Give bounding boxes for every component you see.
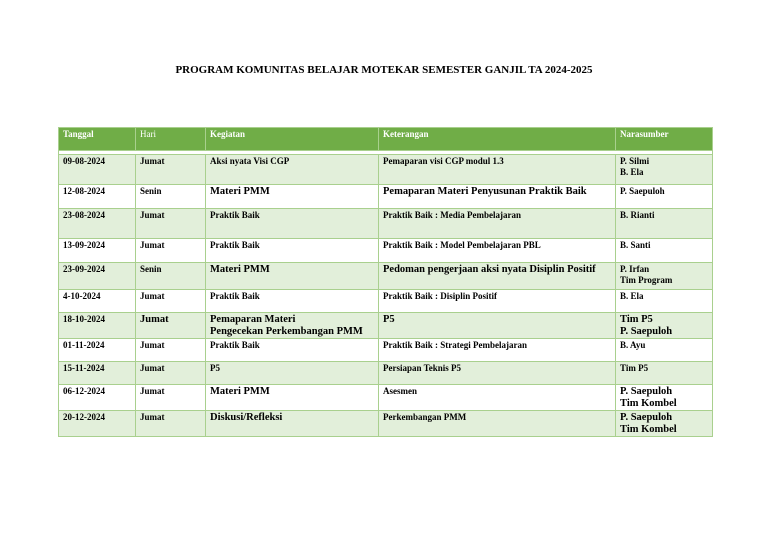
column-header-hari: Hari bbox=[136, 128, 206, 151]
cell-narasumber-line: B. Ela bbox=[620, 291, 644, 301]
cell-keterangan: Asesmen bbox=[379, 385, 616, 411]
cell-narasumber bbox=[616, 185, 713, 209]
cell-kegiatan bbox=[206, 290, 379, 313]
cell-narasumber-line: B. Santi bbox=[620, 240, 651, 250]
cell-kegiatan-line: P5 bbox=[210, 363, 220, 373]
cell-hari: Jumat bbox=[136, 411, 206, 437]
cell-narasumber-line: P. Saepuloh bbox=[620, 386, 673, 397]
cell-kegiatan bbox=[206, 385, 379, 411]
cell-narasumber bbox=[616, 263, 713, 290]
cell-tanggal: 20-12-2024 bbox=[59, 411, 136, 437]
cell-kegiatan-line: Materi PMM bbox=[210, 186, 270, 197]
cell-hari: Jumat bbox=[136, 155, 206, 185]
cell-keterangan: Pedoman pengerjaan aksi nyata Disiplin Positif bbox=[379, 263, 616, 290]
cell-hari: Jumat bbox=[136, 209, 206, 239]
cell-narasumber-line: Tim Kombel bbox=[620, 398, 677, 409]
cell-tanggal: 12-08-2024 bbox=[59, 185, 136, 209]
cell-tanggal: 09-08-2024 bbox=[59, 155, 136, 185]
cell-tanggal: 23-08-2024 bbox=[59, 209, 136, 239]
cell-hari: Senin bbox=[136, 185, 206, 209]
schedule-table bbox=[58, 127, 713, 437]
header-row bbox=[59, 128, 713, 151]
table-row bbox=[59, 185, 713, 209]
cell-narasumber bbox=[616, 239, 713, 263]
cell-narasumber-line: P. Silmi bbox=[620, 156, 650, 166]
table-row bbox=[59, 362, 713, 385]
cell-keterangan: P5 bbox=[379, 313, 616, 339]
column-header-kegiatan: Kegiatan bbox=[206, 128, 379, 151]
cell-kegiatan-line: Praktik Baik bbox=[210, 210, 260, 220]
cell-narasumber-line: P. Saepuloh bbox=[620, 186, 665, 196]
cell-kegiatan-line: Praktik Baik bbox=[210, 291, 260, 301]
cell-kegiatan bbox=[206, 185, 379, 209]
cell-narasumber-line: Tim P5 bbox=[620, 363, 649, 373]
cell-narasumber-line: P. Saepuloh bbox=[620, 326, 673, 337]
cell-narasumber bbox=[616, 411, 713, 437]
cell-narasumber-line: B. Ela bbox=[620, 167, 644, 177]
cell-kegiatan-line: Praktik Baik bbox=[210, 340, 260, 350]
table-row bbox=[59, 239, 713, 263]
cell-kegiatan-line: Pengecekan Perkembangan PMM bbox=[210, 326, 363, 337]
cell-narasumber bbox=[616, 209, 713, 239]
table-row bbox=[59, 411, 713, 437]
cell-kegiatan bbox=[206, 362, 379, 385]
cell-kegiatan-line: Pemaparan Materi bbox=[210, 314, 296, 325]
cell-keterangan: Perkembangan PMM bbox=[379, 411, 616, 437]
cell-keterangan: Praktik Baik : Media Pembelajaran bbox=[379, 209, 616, 239]
cell-narasumber bbox=[616, 362, 713, 385]
cell-narasumber bbox=[616, 155, 713, 185]
table-row bbox=[59, 339, 713, 362]
cell-tanggal: 06-12-2024 bbox=[59, 385, 136, 411]
cell-kegiatan-line: Diskusi/Refleksi bbox=[210, 412, 283, 423]
cell-kegiatan-line: Materi PMM bbox=[210, 264, 270, 275]
cell-narasumber bbox=[616, 290, 713, 313]
table-row bbox=[59, 263, 713, 290]
cell-tanggal: 13-09-2024 bbox=[59, 239, 136, 263]
cell-hari: Jumat bbox=[136, 313, 206, 339]
cell-kegiatan bbox=[206, 209, 379, 239]
cell-kegiatan bbox=[206, 239, 379, 263]
cell-kegiatan-line: Materi PMM bbox=[210, 386, 270, 397]
cell-hari: Jumat bbox=[136, 239, 206, 263]
page-title: PROGRAM KOMUNITAS BELAJAR MOTEKAR SEMESTER GANJIL TA 2024-2025 bbox=[175, 64, 593, 76]
column-header-narasumber: Narasumber bbox=[616, 128, 713, 151]
cell-tanggal: 18-10-2024 bbox=[59, 313, 136, 339]
table-row bbox=[59, 209, 713, 239]
schedule-body bbox=[59, 151, 713, 437]
cell-kegiatan-line: Aksi nyata Visi CGP bbox=[210, 156, 290, 166]
table-row bbox=[59, 290, 713, 313]
cell-kegiatan bbox=[206, 339, 379, 362]
cell-narasumber-line: P. Saepuloh bbox=[620, 412, 673, 423]
cell-kegiatan bbox=[206, 263, 379, 290]
cell-narasumber bbox=[616, 339, 713, 362]
cell-keterangan: Persiapan Teknis P5 bbox=[379, 362, 616, 385]
cell-hari: Jumat bbox=[136, 339, 206, 362]
cell-tanggal: 15-11-2024 bbox=[59, 362, 136, 385]
column-header-keterangan: Keterangan bbox=[379, 128, 616, 151]
cell-narasumber-line: P. Irfan bbox=[620, 264, 650, 274]
cell-hari: Jumat bbox=[136, 362, 206, 385]
cell-tanggal: 23-09-2024 bbox=[59, 263, 136, 290]
cell-keterangan: Praktik Baik : Model Pembelajaran PBL bbox=[379, 239, 616, 263]
table-row bbox=[59, 313, 713, 339]
cell-kegiatan bbox=[206, 411, 379, 437]
cell-hari: Jumat bbox=[136, 385, 206, 411]
cell-keterangan: Praktik Baik : Strategi Pembelajaran bbox=[379, 339, 616, 362]
cell-narasumber-line: Tim Kombel bbox=[620, 424, 677, 435]
table-row bbox=[59, 155, 713, 185]
cell-kegiatan bbox=[206, 155, 379, 185]
cell-narasumber-line: B. Rianti bbox=[620, 210, 655, 220]
cell-hari: Jumat bbox=[136, 290, 206, 313]
cell-keterangan: Pemaparan visi CGP modul 1.3 bbox=[379, 155, 616, 185]
cell-narasumber-line: B. Ayu bbox=[620, 340, 646, 350]
cell-narasumber bbox=[616, 313, 713, 339]
column-header-tanggal: Tanggal bbox=[59, 128, 136, 151]
cell-narasumber-line: Tim P5 bbox=[620, 314, 653, 325]
cell-keterangan: Pemaparan Materi Penyusunan Praktik Baik bbox=[379, 185, 616, 209]
cell-narasumber bbox=[616, 385, 713, 411]
cell-kegiatan-line: Praktik Baik bbox=[210, 240, 260, 250]
cell-tanggal: 01-11-2024 bbox=[59, 339, 136, 362]
cell-narasumber-line: Tim Program bbox=[620, 275, 673, 285]
cell-tanggal: 4-10-2024 bbox=[59, 290, 136, 313]
cell-hari: Senin bbox=[136, 263, 206, 290]
table-row bbox=[59, 385, 713, 411]
cell-kegiatan bbox=[206, 313, 379, 339]
cell-keterangan: Praktik Baik : Disiplin Positif bbox=[379, 290, 616, 313]
